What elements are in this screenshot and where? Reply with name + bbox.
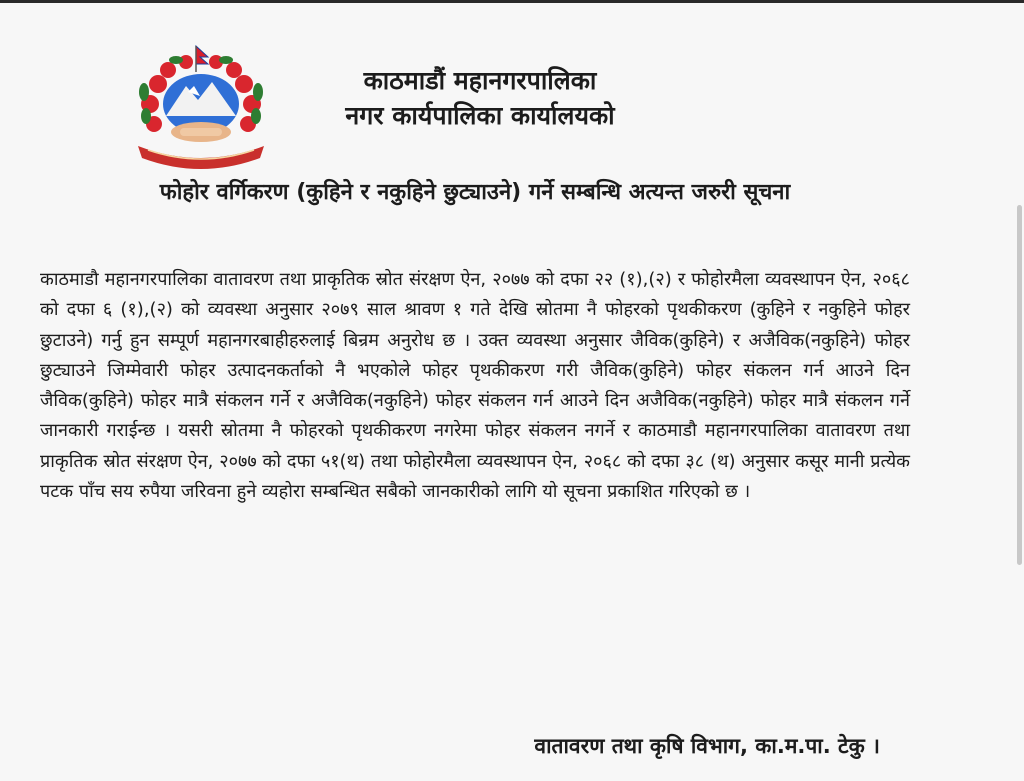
top-border [0,0,1024,3]
notice-body: काठमाडौ महानगरपालिका वातावरण तथा प्राकृतिक स्रोत संरक्षण ऐन, २०७७ को दफा २२ (१),(२) र फोहोरमैला व्यवस्थापन ऐन, २०६८ को दफा ६ (१),(२) को व्यवस्था अनुसार २०७९ साल श्रावण १ गते देखि स्रोतमा नै फोहरको पृथकीकरण (कुहिने र नकुहिने फोहर छुटाउने) गर्नु हुन सम्पूर्ण महानगरबाहीहरुलाई बिन्रम अनुरोध छ । उक्त व्यवस्था अनुसार जैविक(कुहिने) र अजैविक(नकुहिने) फोहर छुट्याउने जिम्मेवारी फोहर उत्पादनकर्ताको नै भएकोले फोहर पृथकीकरण गरी जैविक(कुहिने) फोहर संकलन गर्न आउने दिन जैविक(कुहिने) फोहर मात्रै संकलन गर्ने र अजैविक(नकुहिने) फोहर संकलन गर्न आउने दिन अजैविक(नकुहिने) फोहर मात्रै संकलन गर्ने जानकारी गराईन्छ । यसरी स्रोतमा नै फोहरको पृथकीकरण नगरेमा फोहर संकलन नगर्ने र काठमाडौ महानगरपालिका वातावरण तथा प्राकृतिक स्रोत संरक्षण ऐन, २०७७ को दफा ५१(थ) तथा फोहोरमैला व्यवस्थापन ऐन, २०६८ को दफा ३८ (थ) अनुसार कसूर मानी प्रत्येक पटक पाँच सय रुपैया जरिवना हुने व्यहोरा सम्बन्धित सबैको जानकारीको लागि यो सूचना प्रकाशित गरिएको छ । [40,269,910,503]
signature: वातावरण तथा कृषि विभाग, का.म.पा. टेकु । [534,734,880,758]
notice-title: फोहोर वर्गिकरण (कुहिने र नकुहिने छुट्याउने) गर्ने सम्बन्धि अत्यन्त जरुरी सूचना [159,180,791,205]
scrollbar[interactable] [1017,205,1022,565]
office-subtitle: नगर कार्यपालिका कार्यालयको [345,101,615,130]
kathmandu-metropolitan-emblem-icon [128,42,274,170]
office-header [300,64,660,134]
office-name: काठमाडौं महानगरपालिका [363,66,597,95]
